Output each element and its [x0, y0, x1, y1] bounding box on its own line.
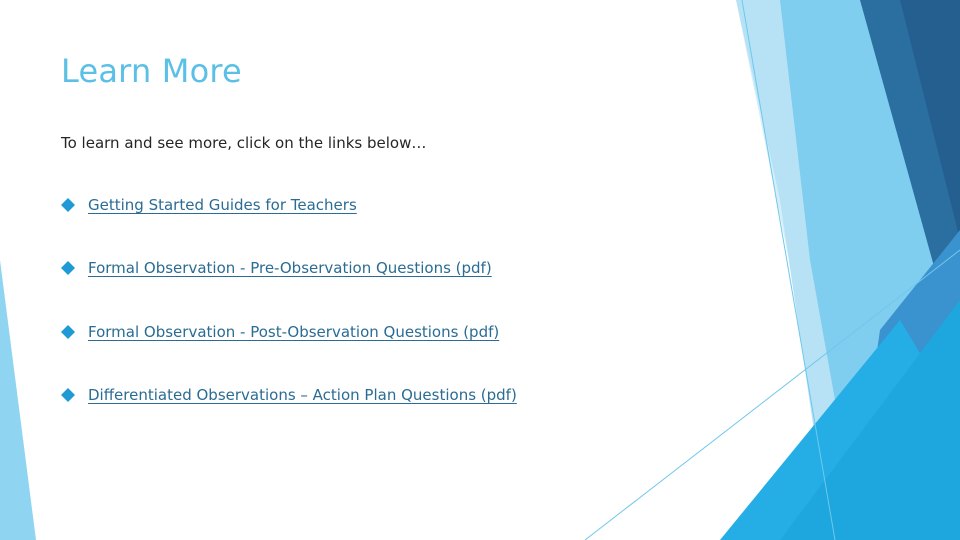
link-pre-observation-questions[interactable]: Formal Observation - Pre-Observation Questions (pdf) [88, 259, 492, 277]
intro-text: To learn and see more, click on the links below… [61, 134, 427, 152]
list-item [61, 196, 357, 214]
page-title: Learn More [61, 52, 242, 90]
link-action-plan-questions[interactable]: Differentiated Observations – Action Plan Questions (pdf) [88, 386, 517, 404]
list-item [61, 323, 499, 341]
diamond-bullet-icon [61, 325, 75, 339]
list-item [61, 259, 492, 277]
link-post-observation-questions[interactable]: Formal Observation - Post-Observation Questions (pdf) [88, 323, 500, 341]
diamond-bullet-icon [61, 198, 75, 212]
link-getting-started-guides[interactable]: Getting Started Guides for Teachers [88, 196, 357, 214]
diamond-bullet-icon [61, 261, 75, 275]
diamond-bullet-icon [61, 388, 75, 402]
list-item [61, 386, 517, 404]
